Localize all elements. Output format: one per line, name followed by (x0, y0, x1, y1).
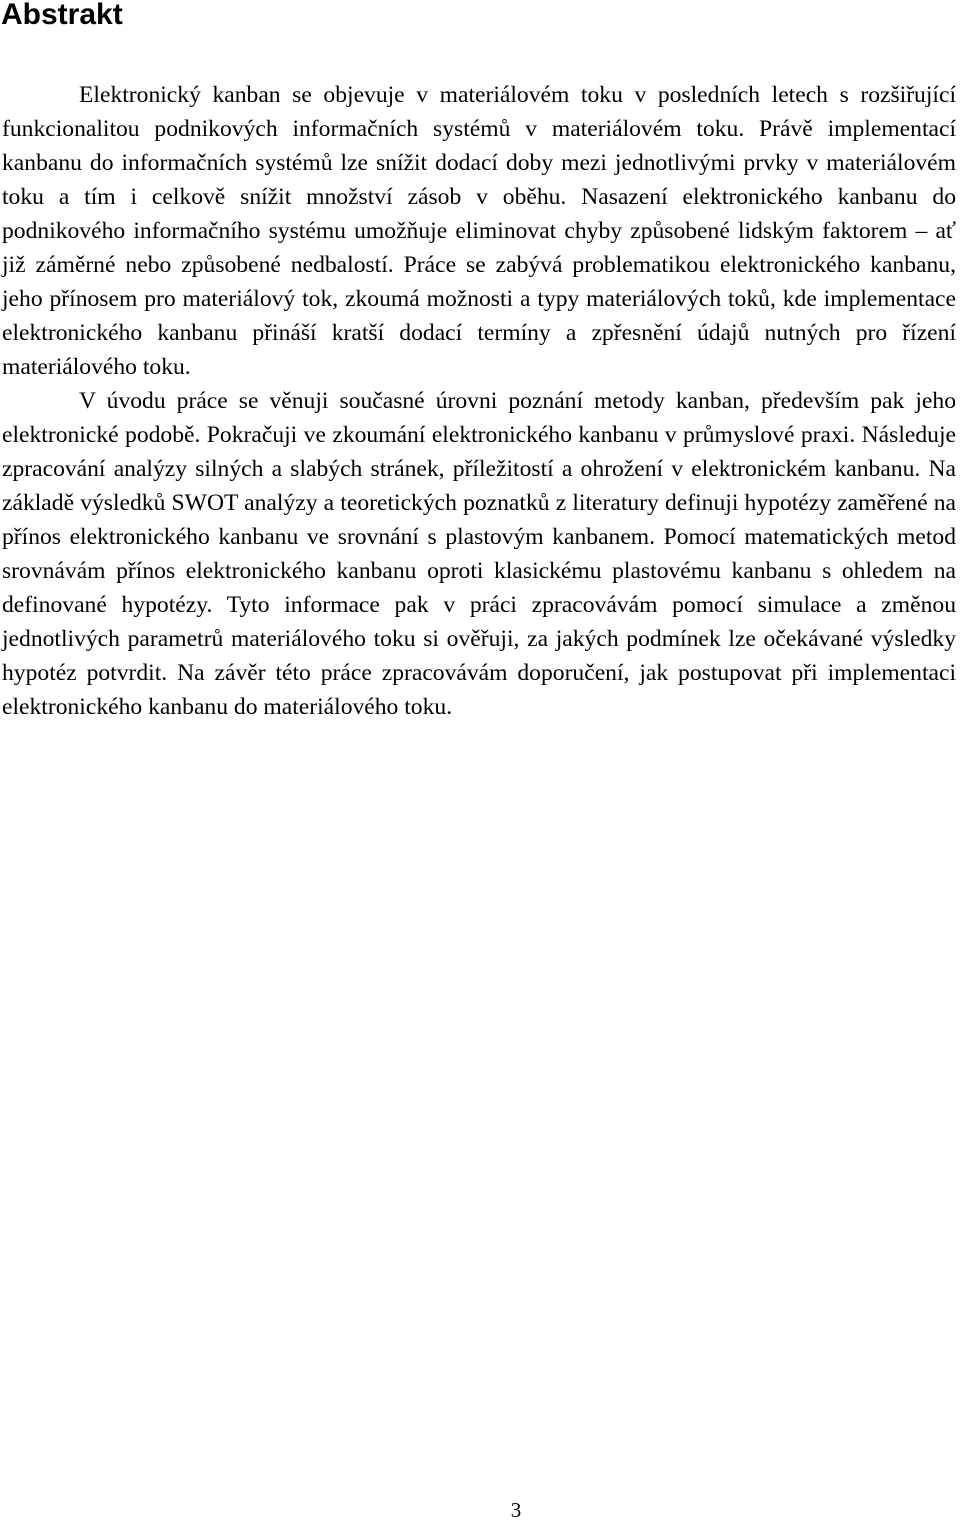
page-number: 3 (510, 1498, 522, 1522)
abstract-body (2, 78, 956, 724)
paragraph: Elektronický kanban se objevuje v materiálovém toku v posledních letech s rozšiřující funkcionalitou podnikových informačních systémů v materiálovém toku. Právě implementací kanbanu do informačních systémů lze snížit dodací doby mezi jednotlivými prvky v materiálovém toku a tím i celkově snížit množství zásob v oběhu. Nasazení elektronického kanbanu do podnikového informačního systému umožňuje eliminovat chyby způsobené lidským faktorem – ať již záměrné nebo způsobené nedbalostí. Práce se zabývá problematikou elektronického kanbanu, jeho přínosem pro materiálový tok, zkoumá možnosti a typy materiálových toků, kde implementace elektronického kanbanu přináší kratší dodací termíny a zpřesnění údajů nutných pro řízení materiálového toku. (2, 82, 956, 380)
paragraph: V úvodu práce se věnuji současné úrovni poznání metody kanban, především pak jeho elektronické podobě. Pokračuji ve zkoumání elektronického kanbanu v průmyslové praxi. Následuje zpracování analýzy silných a slabých stránek, příležitostí a ohrožení v elektronickém kanbanu. Na základě výsledků SWOT analýzy a teoretických poznatků z literatury definuji hypotézy zaměřené na přínos elektronického kanbanu ve srovnání s plastovým kanbanem. Pomocí matematických metod srovnávám přínos elektronického kanbanu oproti klasickému plastovému kanbanu s ohledem na definované hypotézy. Tyto informace pak v práci zpracovávám pomocí simulace a změnou jednotlivých parametrů materiálového toku si ověřuji, za jakých podmínek lze očekávané výsledky hypotéz potvrdit. Na závěr této práce zpracovávám doporučení, jak postupovat při implementaci elektronického kanbanu do materiálového toku. (2, 388, 956, 720)
page-title: Abstrakt (1, 0, 123, 31)
